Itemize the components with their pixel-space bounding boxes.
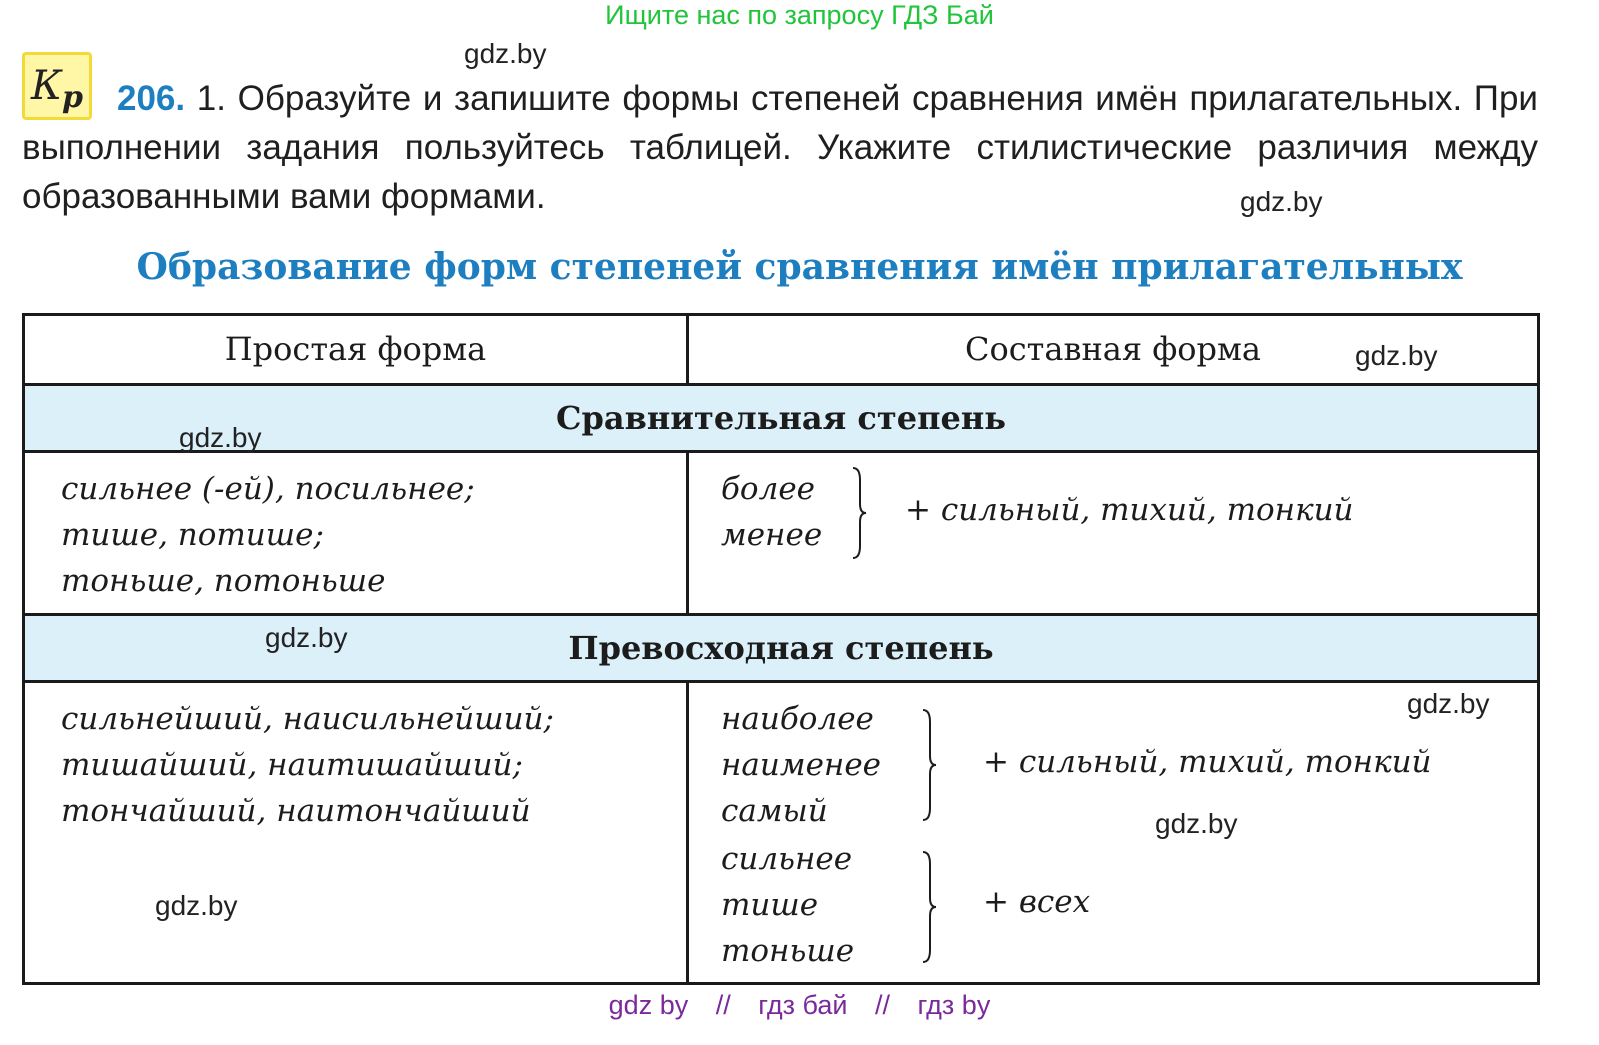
watermark: gdz.by	[1355, 340, 1438, 371]
watermark: gdz.by	[1407, 688, 1490, 719]
col-header-compound: Составная форма	[965, 330, 1261, 368]
comparative-heading: Сравнительная степень	[556, 399, 1006, 437]
list-item: наиболее	[721, 701, 874, 737]
watermark: gdz.by	[155, 890, 238, 921]
comparative-compound-tail: + сильный, тихий, тонкий	[905, 492, 1354, 528]
watermark: gdz.by	[1155, 808, 1238, 839]
col-header-simple: Простая форма	[224, 330, 487, 368]
footer-links	[0, 990, 1599, 1021]
search-banner: Ищите нас по запросу ГДЗ Бай	[605, 0, 994, 30]
right-brace-icon	[851, 466, 867, 560]
watermark: gdz.by	[464, 38, 547, 69]
watermark: gdz.by	[265, 622, 348, 653]
list-item: тоньше	[721, 933, 855, 969]
superlative-simple-list	[61, 696, 554, 834]
watermark: gdz.by	[179, 422, 262, 453]
list-item: тоньше, потоньше	[61, 563, 386, 599]
superlative-compound-tail-2: + всех	[983, 884, 1091, 920]
task-number: 206.	[117, 79, 186, 118]
comparative-simple-list	[61, 466, 475, 604]
list-item: более	[721, 471, 816, 507]
badge-sub: р	[61, 80, 83, 115]
superlative-compound-words	[721, 696, 881, 834]
badge-letter: К	[31, 63, 62, 109]
table-title: Образование форм степеней сравнения имён прилагательных	[136, 246, 1463, 288]
comparison-table	[22, 313, 1540, 985]
right-brace-icon	[921, 850, 937, 964]
footer-separator: //	[715, 990, 731, 1020]
list-item: тишайший, наитишайший;	[61, 747, 523, 783]
watermark: gdz.by	[1240, 186, 1323, 217]
list-item: сильнейший, наисильнейший;	[61, 701, 554, 737]
footer-link[interactable]: гдз бай	[758, 990, 848, 1020]
list-item: наименее	[721, 747, 882, 783]
comparative-compound-words	[721, 466, 822, 558]
superlative-compound-tail: + сильный, тихий, тонкий	[983, 744, 1432, 780]
footer-link[interactable]: гдз by	[917, 990, 991, 1020]
list-item: менее	[721, 517, 823, 553]
list-item: самый	[721, 793, 828, 829]
task-text: 1. Образуйте и запишите формы степеней сравнения имён прилагательных. При выполнении задания пользуйтесь таблицей. Укажите стилистические различия между образованными вами формами.	[22, 79, 1538, 216]
footer-link[interactable]: gdz by	[608, 990, 689, 1020]
list-item: тише	[721, 887, 819, 923]
list-item: сильнее (-ей), посильнее;	[61, 471, 475, 507]
list-item: тише, потише;	[61, 517, 324, 553]
list-item: сильнее	[721, 841, 853, 877]
superlative-compound-words-2	[721, 836, 854, 974]
superlative-heading: Превосходная степень	[568, 629, 994, 667]
right-brace-icon	[921, 708, 937, 822]
list-item: тончайший, наитончайший	[61, 793, 531, 829]
footer-separator: //	[875, 990, 891, 1020]
